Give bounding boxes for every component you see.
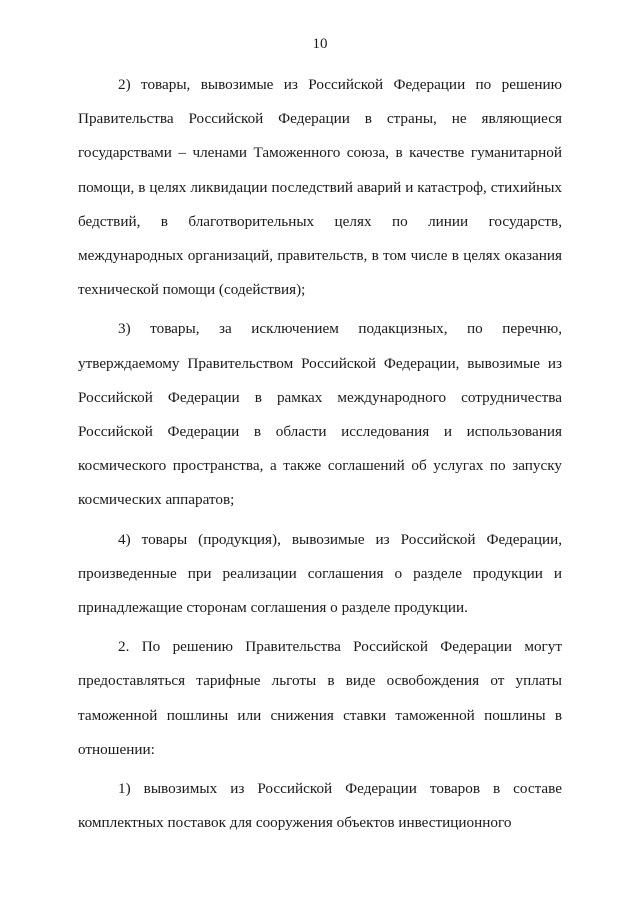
document-body — [78, 68, 562, 840]
paragraph-section-2-tariff-benefits: 2. По решению Правительства Российской Федерации могут предоставляться тарифные льготы в виде освобождения от уплаты таможенной пошлины или снижения ставки таможенной пошлины в отношении: — [78, 638, 562, 758]
paragraph-item-2-humanitarian-goods: 2) товары, вывозимые из Российской Федерации по решению Правительства Российской Федерации в страны, не являющиеся государствами – членами Таможенного союза, в качестве гуманитарной помощи, в целях ликвидации последствий аварий и катастроф, стихийных бедствий, в благотворительных целях по линии государств, международных организаций, правительств, в том числе в целях оказания технической помощи (содействия); — [78, 76, 562, 299]
paragraph-item-3-space-cooperation-goods: 3) товары, за исключением подакцизных, по перечню, утверждаемому Правительством Российской Федерации, вывозимые из Российской Федерации в рамках международного сотрудничества Российской Федерации в области исследования и использования космического пространства, а также соглашений об услугах по запуску космических аппаратов; — [78, 320, 562, 509]
paragraph-item-1-complete-deliveries: 1) вывозимых из Российской Федерации товаров в составе комплектных поставок для сооружения объектов инвестиционного — [78, 780, 562, 832]
page-number: 10 — [312, 36, 328, 52]
paragraph-item-4-production-sharing-goods: 4) товары (продукция), вывозимые из Российской Федерации, произведенные при реализации соглашения о разделе продукции и принадлежащие сторонам соглашения о разделе продукции. — [78, 530, 562, 617]
